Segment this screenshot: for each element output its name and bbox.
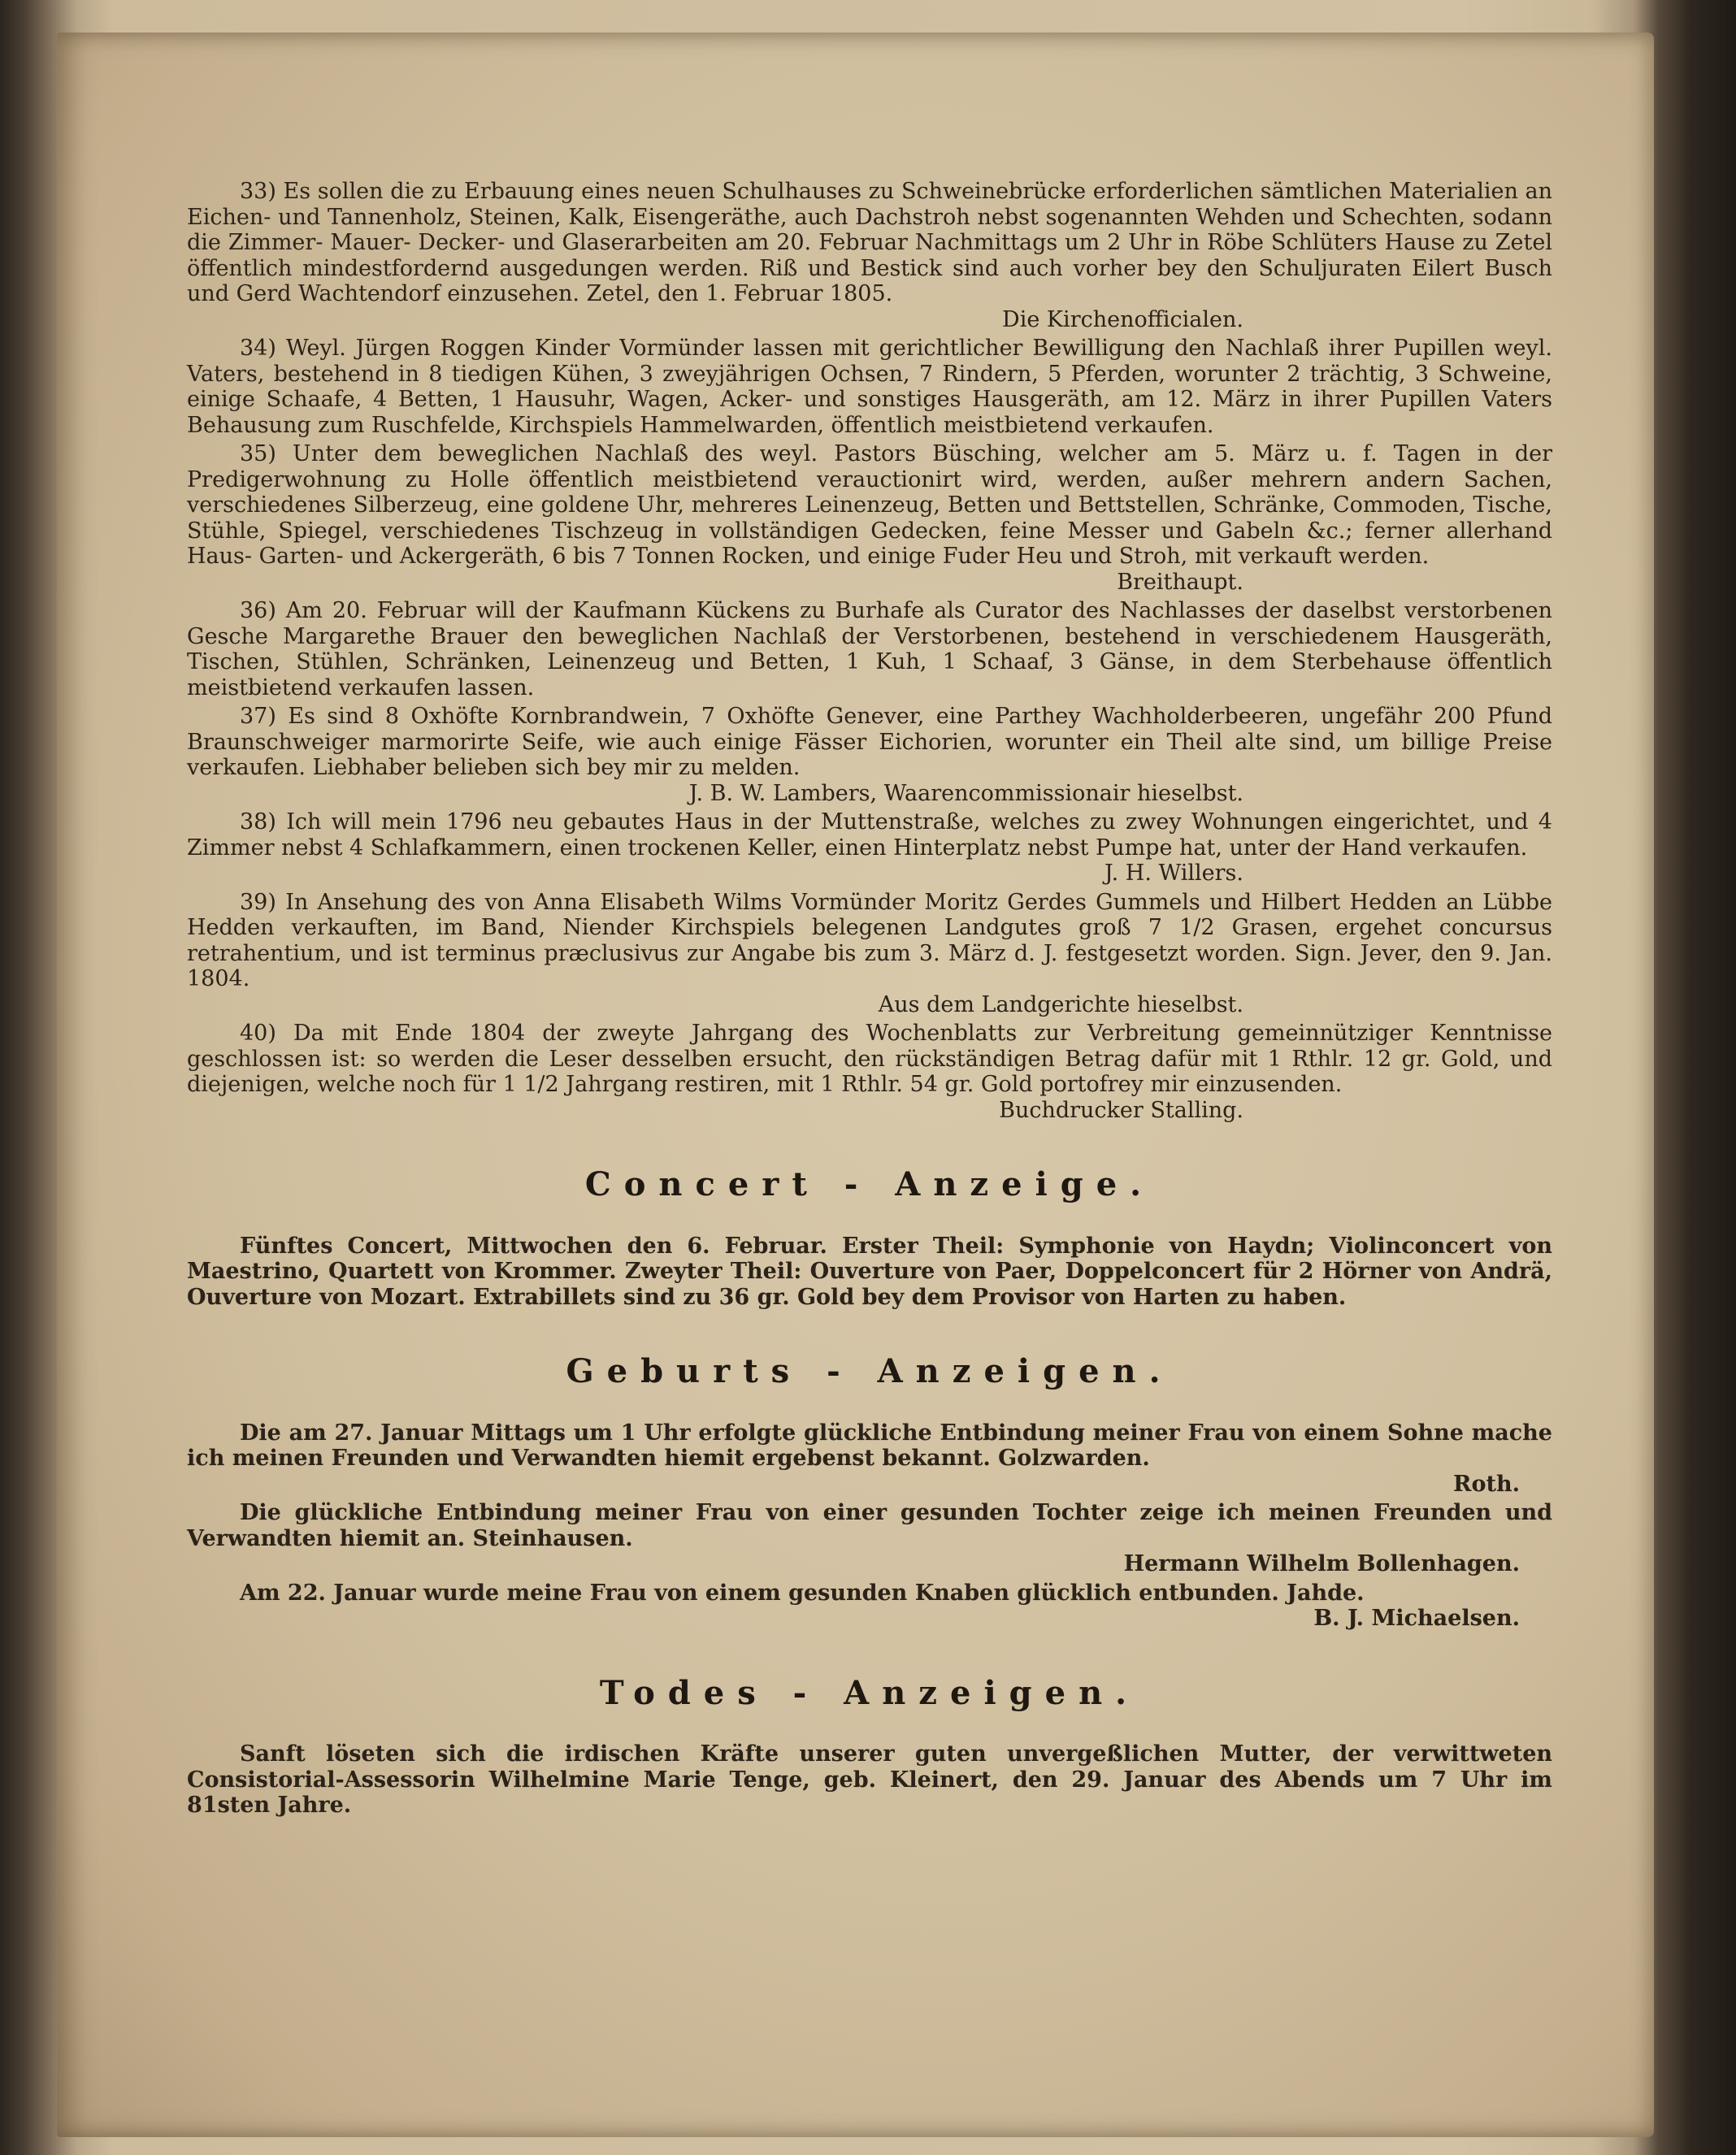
- notice-35: [187, 441, 1552, 595]
- notice-34: [187, 336, 1552, 438]
- notice-38: [187, 809, 1552, 887]
- notice-39: [187, 890, 1552, 1018]
- notice-text: 38) Ich will mein 1796 neu gebautes Haus in der Muttenstraße, welches zu zwey Wohnungen eingerichtet, und 4 Zimmer nebst 4 Schlafkammern, einen trockenen Keller, einen Hinterplatz nebst Pumpe hat, unter der Hand verkaufen.: [187, 809, 1552, 861]
- birth-text: Die am 27. Januar Mittags um 1 Uhr erfolgte glückliche Entbindung meiner Frau von einem Sohne mache ich meinen Freunden und Verwandten hiemit ergebenst bekannt. Golzwarden.: [187, 1420, 1552, 1471]
- notice-40: [187, 1021, 1552, 1123]
- notice-text: 40) Da mit Ende 1804 der zweyte Jahrgang des Wochenblatts zur Verbreitung gemeinnütziger Kenntnisse geschlossen ist: so werden die Leser desselben ersucht, den rückständigen Betrag dafür mit 1 Rthlr. 12 gr. Gold, und diejenigen, welche noch für 1 1/2 Jahrgang restiren, mit 1 Rthlr. 54 gr. Gold portofrey mir einzusenden.: [187, 1021, 1552, 1097]
- notice-text: 36) Am 20. Februar will der Kaufmann Kückens zu Burhafe als Curator des Nachlasses der daselbst verstorbenen Gesche Margarethe Brauer den beweglichen Nachlaß der Verstorbenen, bestehend in verschiedenem Hausgeräth, Tischen, Stühlen, Schränken, Leinenzeug und Betten, 1 Kuh, 1 Schaaf, 3 Gänse, in dem Sterbehause öffentlich meistbietend verkaufen lassen.: [187, 598, 1552, 700]
- notice-signature: Breithaupt.: [1117, 569, 1243, 595]
- notice-signature: Buchdrucker Stalling.: [999, 1097, 1243, 1123]
- birth-signature: Hermann Wilhelm Bollenhagen.: [1123, 1551, 1520, 1576]
- death-text: Sanft löseten sich die irdischen Kräfte unserer guten unvergeßlichen Mutter, der verwittweten Consistorial-Assessorin Wilhelmine Marie Tenge, geb. Kleinert, den 29. Januar des Abends um 7 Uhr im 81sten Jahre.: [187, 1741, 1552, 1818]
- birth-notice-3: [187, 1580, 1552, 1632]
- birth-signature: B. J. Michaelsen.: [1313, 1606, 1520, 1631]
- notice-37: [187, 704, 1552, 806]
- concert-text: Fünftes Concert, Mittwochen den 6. Februar. Erster Theil: Symphonie von Haydn; Violinconcert von Maestrino, Quartett von Krommer. Zweyter Theil: Ouverture von Paer, Doppelconcert für 2 Hörner von Andrä, Ouverture von Mozart. Extrabillets sind zu 36 gr. Gold bey dem Provisor von Harten zu haben.: [187, 1233, 1552, 1310]
- notice-36: [187, 598, 1552, 700]
- birth-notice-2: [187, 1500, 1552, 1577]
- notice-signature: Aus dem Landgerichte hieselbst.: [878, 991, 1243, 1017]
- births-section: [187, 1420, 1552, 1632]
- deaths-heading: Todes - Anzeigen.: [599, 1673, 1140, 1712]
- notice-text: 37) Es sind 8 Oxhöfte Kornbrandwein, 7 Oxhöfte Genever, eine Parthey Wachholderbeeren, ungefähr 200 Pfund Braunschweiger marmorirte Seife, wie auch einige Fässer Eichorien, worunter ein Theil alte sind, um billige Preise verkaufen. Liebhaber belieben sich bey mir zu melden.: [187, 704, 1552, 780]
- deaths-section: [187, 1741, 1552, 1819]
- notice-signature: J. H. Willers.: [1104, 861, 1243, 886]
- notice-text: 39) In Ansehung des von Anna Elisabeth Wilms Vormünder Moritz Gerdes Gummels und Hilbert Hedden an Lübbe Hedden verkauften, im Band, Niender Kirchspiels belegenen Landgutes groß 7 1/2 Grasen, ergehet concursus retrahentium, und ist terminus præclusivus zur Angabe bis zum 3. März d. J. festgesetzt worden. Sign. Jever, den 9. Jan. 1804.: [187, 889, 1552, 991]
- concert-section: [187, 1234, 1552, 1311]
- birth-text: Die glückliche Entbindung meiner Frau von einer gesunden Tochter zeige ich meinen Freunden und Verwandten hiemit an. Steinhausen.: [187, 1500, 1552, 1551]
- page-content: [187, 179, 1552, 1822]
- notice-signature: Die Kirchenofficialen.: [1002, 306, 1243, 332]
- birth-notice-1: [187, 1420, 1552, 1498]
- notice-text: 33) Es sollen die zu Erbauung eines neuen Schulhauses zu Schweinebrücke erforderlichen sämtlichen Materialien an Eichen- und Tannenholz, Steinen, Kalk, Eisengeräthe, auch Dachstroh nebst sogenannten Wehden und Schechten, sodann die Zimmer- Mauer- Decker- und Glaserarbeiten am 20. Februar Nachmittags um 2 Uhr in Röbe Schlüters Hause zu Zetel öffentlich mindestfordernd ausgedungen werden. Riß und Bestick sind auch vorher bey den Schuljuraten Eilert Busch und Gerd Wachtendorf einzusehen. Zetel, den 1. Februar 1805.: [187, 179, 1552, 306]
- birth-signature: Roth.: [1453, 1471, 1520, 1497]
- births-heading: Geburts - Anzeigen.: [566, 1352, 1174, 1390]
- concert-heading: Concert - Anzeige.: [584, 1165, 1155, 1203]
- notice-signature: J. B. W. Lambers, Waarencommissionair hieselbst.: [688, 780, 1243, 806]
- newspaper-page: [57, 33, 1654, 2137]
- notice-text: 35) Unter dem beweglichen Nachlaß des weyl. Pastors Büsching, welcher am 5. März u. f. Tagen in der Predigerwohnung zu Holle öffentlich meistbietend verauctionirt wird, werden, außer mehrern andern Sachen, verschiedenes Silberzeug, eine goldene Uhr, mehreres Leinenzeug, Betten und Bettstellen, Schränke, Commoden, Tische, Stühle, Spiegel, verschiedenes Tischzeug in vollständigen Gedecken, feine Messer und Gabeln &c.; ferner allerhand Haus- Garten- und Ackergeräth, 6 bis 7 Tonnen Rocken, und einige Fuder Heu und Stroh, mit verkauft werden.: [187, 441, 1552, 569]
- birth-text: Am 22. Januar wurde meine Frau von einem gesunden Knaben glücklich entbunden. Jahde.: [240, 1580, 1365, 1606]
- notice-33: [187, 179, 1552, 332]
- notice-text: 34) Weyl. Jürgen Roggen Kinder Vormünder lassen mit gerichtlicher Bewilligung den Nachlaß ihrer Pupillen weyl. Vaters, bestehend in 8 tiedigen Kühen, 3 zweyjährigen Ochsen, 7 Rindern, 5 Pferden, worunter 2 trächtig, 3 Schweine, einige Schaafe, 4 Betten, 1 Hausuhr, Wagen, Acker- und sonstiges Hausgeräth, am 12. März in ihrer Pupillen Vaters Behausung zum Ruschfelde, Kirchspiels Hammelwarden, öffentlich meistbietend verkaufen.: [187, 336, 1552, 438]
